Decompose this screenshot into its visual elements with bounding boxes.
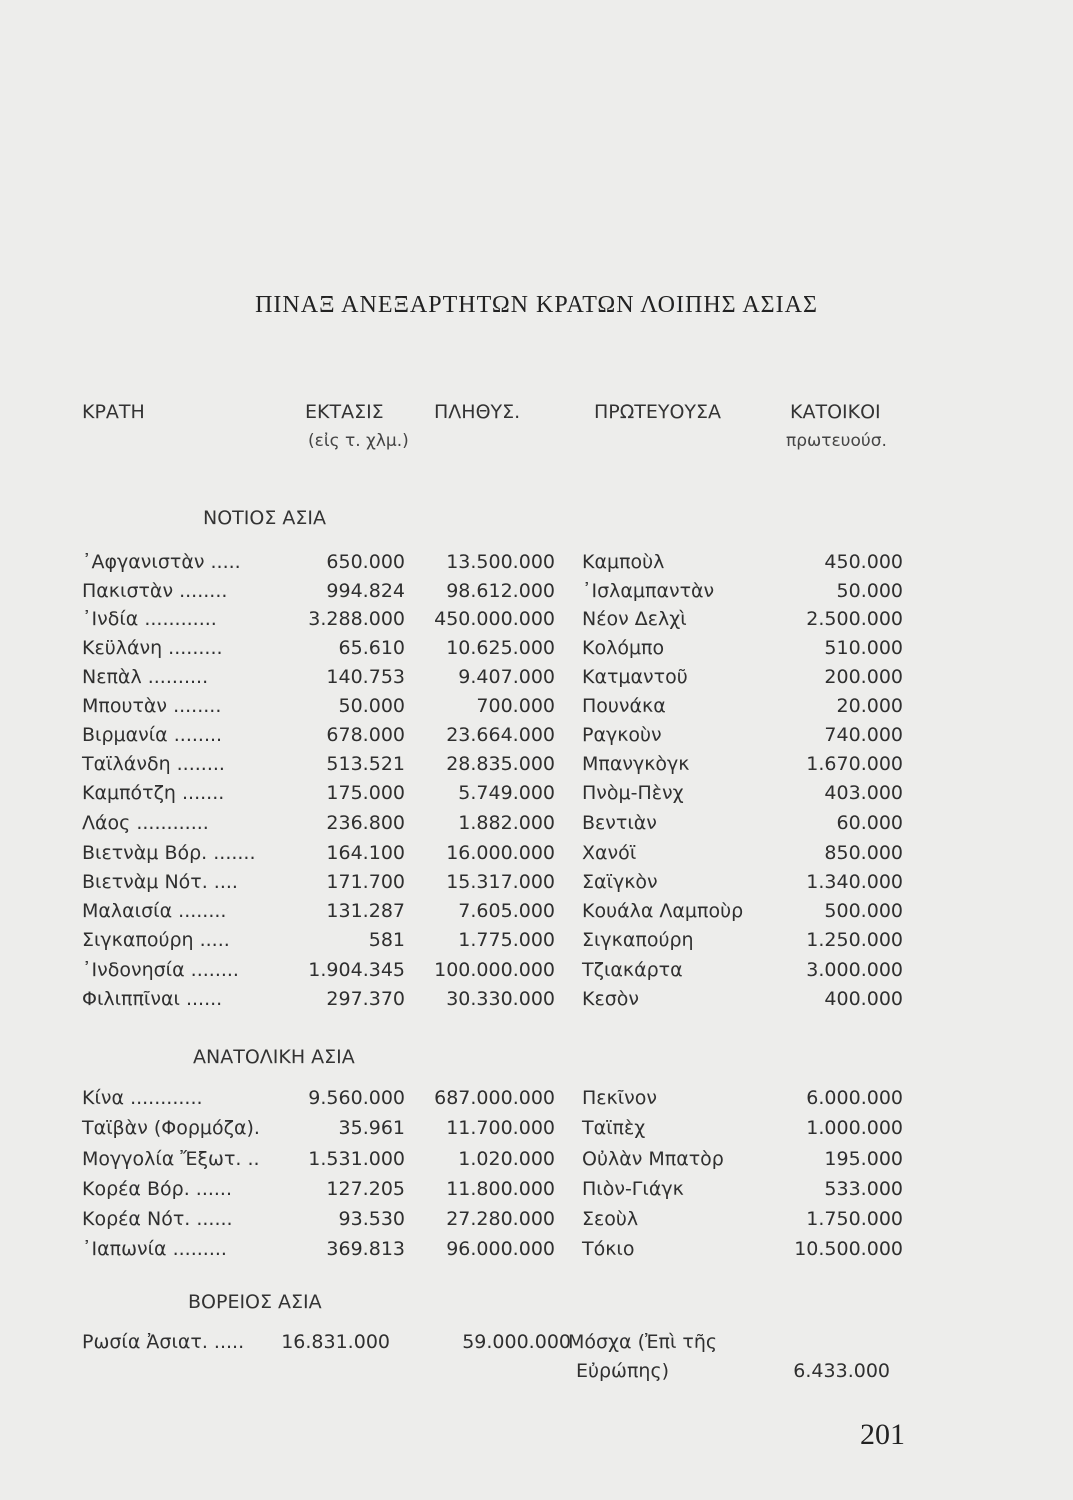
state-name: Μογγολία Ἔξωτ. .. xyxy=(82,1148,260,1170)
population-value: 100.000.000 xyxy=(434,959,555,981)
table-row xyxy=(0,959,1073,989)
area-value: 171.700 xyxy=(326,871,405,893)
capital-name: Μπανγκὸγκ xyxy=(582,753,690,775)
population-value: 5.749.000 xyxy=(458,782,555,804)
population-value: 1.882.000 xyxy=(458,812,555,834)
area-value: 581 xyxy=(368,929,405,951)
population-value: 28.835.000 xyxy=(446,753,555,775)
capital-name: Καμποὺλ xyxy=(582,551,665,573)
table-row xyxy=(0,1208,1073,1238)
population-value: 15.317.000 xyxy=(446,871,555,893)
table-row xyxy=(0,1087,1073,1117)
area-value: 131.287 xyxy=(326,900,405,922)
capital-name: ᾿Ισλαμπαντὰν xyxy=(582,580,715,602)
table-row xyxy=(0,988,1073,1018)
table-row xyxy=(0,929,1073,959)
population-value: 16.000.000 xyxy=(446,842,555,864)
state-name: Βιετνὰμ Νότ. .... xyxy=(82,871,238,893)
state-name: Μαλαισία ........ xyxy=(82,900,227,922)
state-name: ᾿Αφγανιστὰν ..... xyxy=(82,551,241,573)
table-row xyxy=(0,580,1073,610)
state-name: Νεπὰλ .......... xyxy=(82,666,209,688)
capital-name: Πουνάκα xyxy=(582,695,666,717)
area-value: 93.530 xyxy=(338,1208,405,1230)
inhabitants-value: 1.750.000 xyxy=(806,1208,903,1230)
header-inhabitants-sub: πρωτευούσ. xyxy=(786,431,887,451)
table-row xyxy=(0,1117,1073,1147)
inhabitants-value: 10.500.000 xyxy=(794,1238,903,1260)
table-row xyxy=(0,666,1073,696)
state-name: ᾿Ινδία ............ xyxy=(82,608,217,630)
area-value: 127.205 xyxy=(326,1178,405,1200)
area-value: 16.831.000 xyxy=(281,1331,390,1353)
state-name: Κορέα Νότ. ...... xyxy=(82,1208,233,1230)
area-value: 140.753 xyxy=(326,666,405,688)
table-row xyxy=(0,812,1073,842)
table-row xyxy=(0,1148,1073,1178)
capital-name: Σαϊγκὸν xyxy=(582,871,658,893)
capital-name-continued: Εὐρώπης) xyxy=(576,1360,670,1382)
capital-name: Τζιακάρτα xyxy=(582,959,683,981)
inhabitants-value: 533.000 xyxy=(824,1178,903,1200)
state-name: Κίνα ............ xyxy=(82,1087,203,1109)
table-row xyxy=(0,724,1073,754)
area-value: 513.521 xyxy=(326,753,405,775)
state-name: Καμπότζη ....... xyxy=(82,782,225,804)
inhabitants-value: 400.000 xyxy=(824,988,903,1010)
state-name: Φιλιππῖναι ...... xyxy=(82,988,223,1010)
inhabitants-value: 6.433.000 xyxy=(793,1360,890,1382)
state-name: Ταϊλάνδη ........ xyxy=(82,753,225,775)
table-row xyxy=(0,1238,1073,1268)
state-name: Βιρμανία ........ xyxy=(82,724,223,746)
inhabitants-value: 20.000 xyxy=(836,695,903,717)
table-row xyxy=(0,900,1073,930)
capital-name: Οὐλὰν Μπατὸρ xyxy=(582,1148,724,1170)
capital-name: Βεντιὰν xyxy=(582,812,657,834)
state-name: Μπουτὰν ........ xyxy=(82,695,222,717)
inhabitants-value: 200.000 xyxy=(824,666,903,688)
population-value: 11.800.000 xyxy=(446,1178,555,1200)
table-row xyxy=(0,842,1073,872)
inhabitants-value: 740.000 xyxy=(824,724,903,746)
area-value: 1.904.345 xyxy=(308,959,405,981)
table-row xyxy=(0,871,1073,901)
population-value: 96.000.000 xyxy=(446,1238,555,1260)
inhabitants-value: 1.250.000 xyxy=(806,929,903,951)
capital-name: Πιὸν-Γιάγκ xyxy=(582,1178,684,1200)
inhabitants-value: 60.000 xyxy=(836,812,903,834)
population-value: 687.000.000 xyxy=(434,1087,555,1109)
population-value: 1.775.000 xyxy=(458,929,555,951)
inhabitants-value: 1.670.000 xyxy=(806,753,903,775)
table-row xyxy=(0,782,1073,812)
population-value: 9.407.000 xyxy=(458,666,555,688)
inhabitants-value: 195.000 xyxy=(824,1148,903,1170)
capital-name: Κουάλα Λαμποὺρ xyxy=(582,900,744,922)
area-value: 1.531.000 xyxy=(308,1148,405,1170)
state-name: Πακιστὰν ........ xyxy=(82,580,228,602)
population-value: 10.625.000 xyxy=(446,637,555,659)
capital-name: Σεοὺλ xyxy=(582,1208,639,1230)
capital-name: Σιγκαπούρη xyxy=(582,929,694,951)
state-name: ᾿Ινδονησία ........ xyxy=(82,959,239,981)
capital-name: Ταϊπὲχ xyxy=(582,1117,646,1139)
capital-name: Πεκῖνον xyxy=(582,1087,658,1109)
inhabitants-value: 6.000.000 xyxy=(806,1087,903,1109)
area-value: 369.813 xyxy=(326,1238,405,1260)
table-row xyxy=(0,608,1073,638)
inhabitants-value: 850.000 xyxy=(824,842,903,864)
table-row xyxy=(0,637,1073,667)
capital-name: Κεσὸν xyxy=(582,988,640,1010)
population-value: 7.605.000 xyxy=(458,900,555,922)
population-value: 30.330.000 xyxy=(446,988,555,1010)
population-value: 27.280.000 xyxy=(446,1208,555,1230)
table-row xyxy=(0,753,1073,783)
capital-name: Τόκιο xyxy=(582,1238,635,1260)
capital-name: Χανόϊ xyxy=(582,842,637,864)
area-value: 236.800 xyxy=(326,812,405,834)
area-value: 175.000 xyxy=(326,782,405,804)
table-row xyxy=(0,695,1073,725)
section-title-north: ΒΟΡΕΙΟΣ ΑΣΙΑ xyxy=(188,1291,322,1313)
capital-name: Κατμαντοῦ xyxy=(582,666,688,688)
population-value: 59.000.000 xyxy=(462,1331,571,1353)
table-row xyxy=(0,1331,1073,1361)
inhabitants-value: 1.000.000 xyxy=(806,1117,903,1139)
area-value: 9.560.000 xyxy=(308,1087,405,1109)
page-number: 201 xyxy=(860,1418,905,1451)
state-name: Ταϊβὰν (Φορμόζα). xyxy=(82,1117,260,1139)
section-title-south: ΝΟΤΙΟΣ ΑΣΙΑ xyxy=(203,507,326,529)
state-name: Κορέα Βόρ. ...... xyxy=(82,1178,233,1200)
population-value: 98.612.000 xyxy=(446,580,555,602)
header-capital: ΠΡΩΤΕΥΟΥΣΑ xyxy=(594,401,722,423)
page-title: ΠΙΝΑΞ ΑΝΕΞΑΡΤΗΤΩΝ ΚΡΑΤΩΝ ΛΟΙΠΗΣ ΑΣΙΑΣ xyxy=(255,292,818,318)
area-value: 650.000 xyxy=(326,551,405,573)
capital-name: Μόσχα (Ἐπὶ τῆς xyxy=(568,1331,718,1353)
inhabitants-value: 3.000.000 xyxy=(806,959,903,981)
area-value: 678.000 xyxy=(326,724,405,746)
inhabitants-value: 50.000 xyxy=(836,580,903,602)
inhabitants-value: 500.000 xyxy=(824,900,903,922)
header-state: ΚΡΑΤΗ xyxy=(82,401,145,423)
table-row xyxy=(0,1360,1073,1390)
area-value: 35.961 xyxy=(338,1117,405,1139)
capital-name: Πνὸμ-Πὲνχ xyxy=(582,782,684,804)
area-value: 50.000 xyxy=(338,695,405,717)
header-area: ΕΚΤΑΣΙΣ xyxy=(305,401,384,423)
state-name: Βιετνὰμ Βόρ. ....... xyxy=(82,842,256,864)
header-inhabitants: ΚΑΤΟΙΚΟΙ xyxy=(790,401,881,423)
inhabitants-value: 510.000 xyxy=(824,637,903,659)
inhabitants-value: 1.340.000 xyxy=(806,871,903,893)
population-value: 23.664.000 xyxy=(446,724,555,746)
state-name: ᾿Ιαπωνία ......... xyxy=(82,1238,227,1260)
population-value: 13.500.000 xyxy=(446,551,555,573)
population-value: 11.700.000 xyxy=(446,1117,555,1139)
area-value: 994.824 xyxy=(326,580,405,602)
section-title-east: ΑΝΑΤΟΛΙΚΗ ΑΣΙΑ xyxy=(193,1046,355,1068)
capital-name: Νέον Δελχὶ xyxy=(582,608,687,630)
capital-name: Κολόμπο xyxy=(582,637,665,659)
inhabitants-value: 403.000 xyxy=(824,782,903,804)
population-value: 1.020.000 xyxy=(458,1148,555,1170)
table-row xyxy=(0,551,1073,581)
area-value: 297.370 xyxy=(326,988,405,1010)
state-name: Σιγκαπούρη ..... xyxy=(82,929,230,951)
area-value: 164.100 xyxy=(326,842,405,864)
area-value: 65.610 xyxy=(338,637,405,659)
state-name: Κεϋλάνη ......... xyxy=(82,637,223,659)
population-value: 450.000.000 xyxy=(434,608,555,630)
state-name: Λάος ............ xyxy=(82,812,209,834)
area-value: 3.288.000 xyxy=(308,608,405,630)
inhabitants-value: 450.000 xyxy=(824,551,903,573)
state-name: Ρωσία Ἀσιατ. ..... xyxy=(82,1331,245,1353)
population-value: 700.000 xyxy=(476,695,555,717)
capital-name: Ραγκοὺν xyxy=(582,724,662,746)
table-row xyxy=(0,1178,1073,1208)
header-population: ΠΛΗΘΥΣ. xyxy=(434,401,521,423)
header-area-unit: (εἰς τ. χλμ.) xyxy=(308,431,409,451)
inhabitants-value: 2.500.000 xyxy=(806,608,903,630)
